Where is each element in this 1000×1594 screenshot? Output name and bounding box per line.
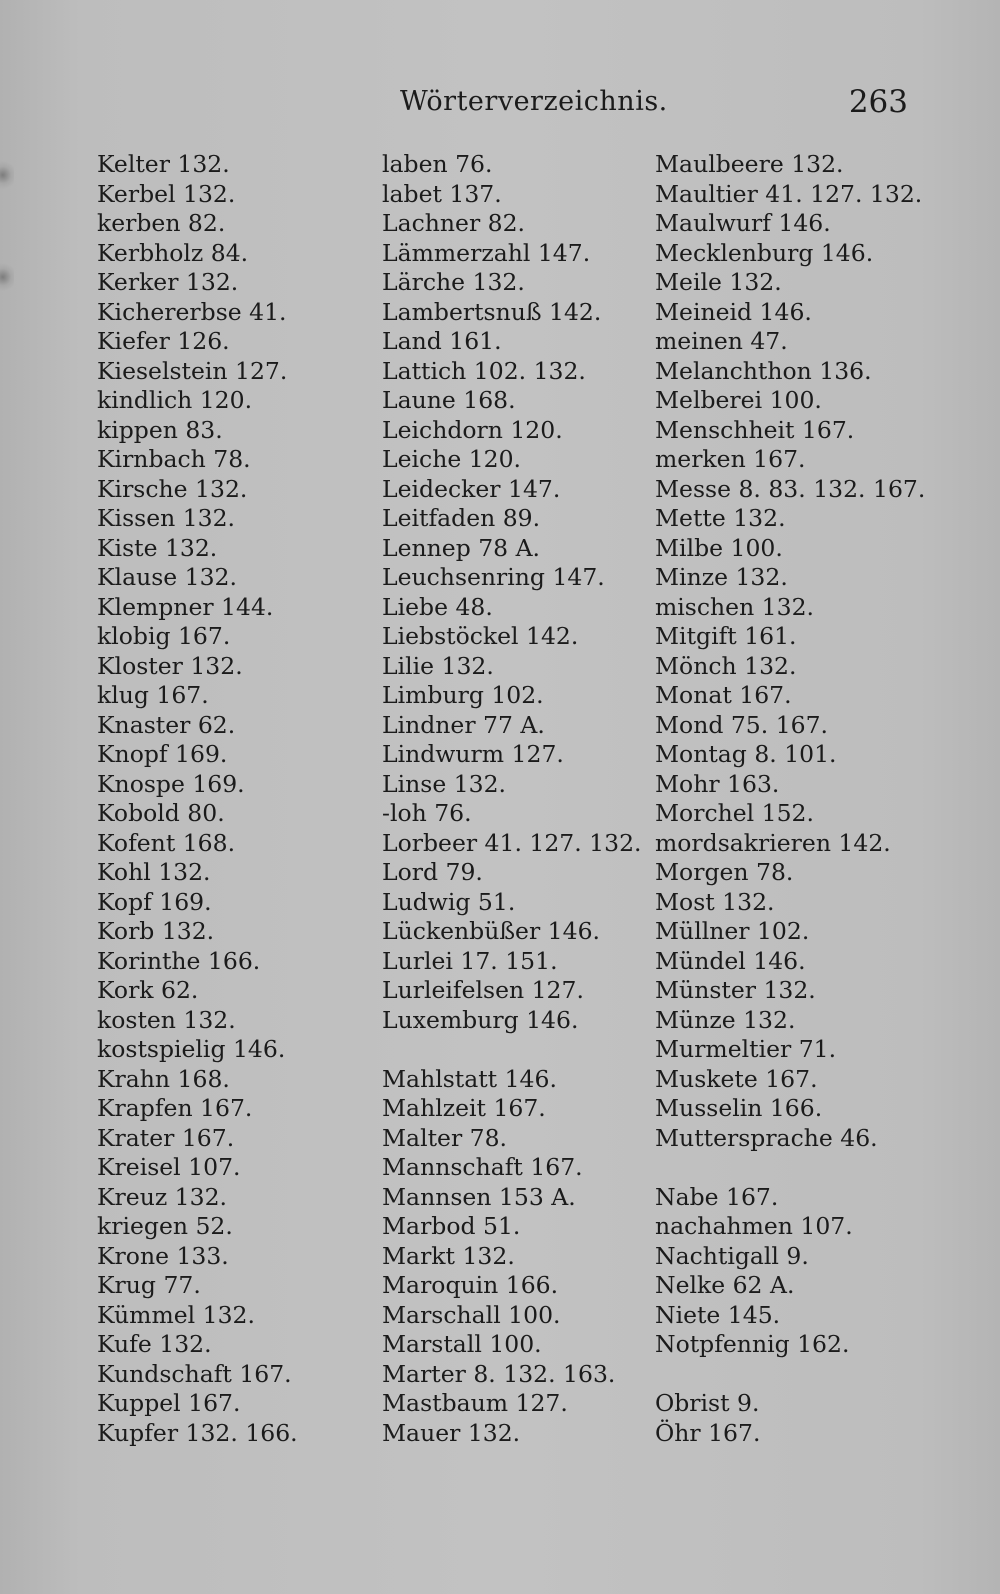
index-entry: Kieselstein 127. bbox=[97, 356, 288, 385]
index-entry: laben 76. bbox=[382, 150, 493, 178]
index-entry: Notpfennig 162. bbox=[655, 1330, 850, 1358]
margin-mark bbox=[0, 160, 14, 190]
index-entry: Kissen 132. bbox=[97, 504, 236, 532]
index-entry: kosten 132. bbox=[97, 1005, 236, 1034]
index-entry: Monat 167. bbox=[655, 681, 792, 709]
index-entry: kindlich 120. bbox=[97, 386, 253, 414]
index-entry: Kuppel 167. bbox=[97, 1389, 241, 1417]
index-entry: Lennep 78 A. bbox=[382, 533, 541, 562]
index-entry: merken 167. bbox=[655, 445, 806, 473]
index-entry: Muskete 167. bbox=[655, 1064, 818, 1093]
index-entry: Mauer 132. bbox=[382, 1418, 521, 1447]
index-entry: Leiche 120. bbox=[382, 445, 522, 473]
index-entry: Obrist 9. bbox=[655, 1389, 760, 1417]
margin-mark bbox=[0, 262, 14, 292]
index-entry: Linse 132. bbox=[382, 769, 507, 798]
index-entry: Kufe 132. bbox=[97, 1330, 212, 1358]
index-entry: Maroquin 166. bbox=[382, 1271, 559, 1299]
index-entry: Mannschaft 167. bbox=[382, 1153, 583, 1181]
index-entry: Kichererbse 41. bbox=[97, 297, 287, 326]
index-entry: Leitfaden 89. bbox=[382, 504, 541, 532]
index-entry: meinen 47. bbox=[655, 327, 788, 355]
index-entry: mischen 132. bbox=[655, 592, 814, 621]
index-entry: Lindwurm 127. bbox=[382, 740, 564, 768]
index-entry: Kupfer 132. 166. bbox=[97, 1418, 298, 1447]
index-entry: Morchel 152. bbox=[655, 799, 814, 827]
index-entry: Mitgift 161. bbox=[655, 622, 797, 650]
index-entry: Marbod 51. bbox=[382, 1212, 521, 1240]
index-entry: Mette 132. bbox=[655, 504, 786, 532]
index-entry: Korinthe 166. bbox=[97, 946, 261, 975]
index-entry: Meineid 146. bbox=[655, 297, 812, 326]
section-gap bbox=[655, 1153, 925, 1183]
index-entry: Limburg 102. bbox=[382, 681, 544, 709]
index-entry: Kerbel 132. bbox=[97, 179, 236, 208]
index-entry: Mündel 146. bbox=[655, 946, 806, 975]
index-entry: Luxemburg 146. bbox=[382, 1005, 579, 1034]
index-entry: Lachner 82. bbox=[382, 209, 526, 237]
index-entry: Marschall 100. bbox=[382, 1300, 561, 1329]
index-entry: Maultier 41. 127. 132. bbox=[655, 179, 923, 208]
index-entry: klobig 167. bbox=[97, 622, 231, 650]
index-entry: Knospe 169. bbox=[97, 769, 245, 798]
index-entry: Maulbeere 132. bbox=[655, 150, 844, 178]
index-entry: Muttersprache 46. bbox=[655, 1123, 878, 1152]
index-entry: Leidecker 147. bbox=[382, 474, 561, 503]
index-entry: Lärche 132. bbox=[382, 268, 525, 296]
index-entry: Mahlzeit 167. bbox=[382, 1094, 546, 1122]
index-entry: Mohr 163. bbox=[655, 769, 780, 798]
index-entry: Laune 168. bbox=[382, 386, 516, 414]
index-entry: Müllner 102. bbox=[655, 917, 810, 945]
index-entry: Kloster 132. bbox=[97, 651, 243, 680]
index-entry: Liebstöckel 142. bbox=[382, 622, 579, 650]
index-entry: Kohl 132. bbox=[97, 858, 211, 886]
index-entry: Nabe 167. bbox=[655, 1182, 779, 1211]
index-entry: labet 137. bbox=[382, 179, 502, 208]
index-entry: Korb 132. bbox=[97, 917, 215, 945]
index-entry: -loh 76. bbox=[382, 799, 472, 827]
index-entry: Öhr 167. bbox=[655, 1418, 761, 1447]
index-entry: Krug 77. bbox=[97, 1271, 201, 1299]
index-entry: Minze 132. bbox=[655, 563, 788, 591]
index-entry: Kofent 168. bbox=[97, 828, 236, 857]
running-header: Wörterverzeichnis. bbox=[400, 86, 668, 117]
index-entry: Lord 79. bbox=[382, 858, 483, 886]
index-column-3 bbox=[655, 150, 925, 1448]
index-entry: Niete 145. bbox=[655, 1300, 781, 1329]
index-entry: Kopf 169. bbox=[97, 887, 212, 916]
index-column-1 bbox=[97, 150, 298, 1448]
section-gap bbox=[655, 1360, 925, 1390]
index-entry: Lämmerzahl 147. bbox=[382, 238, 591, 267]
index-entry: Krahn 168. bbox=[97, 1064, 230, 1093]
index-entry: Lattich 102. 132. bbox=[382, 356, 586, 385]
index-entry: Kreisel 107. bbox=[97, 1153, 241, 1181]
index-entry: Kobold 80. bbox=[97, 799, 225, 827]
index-entry: Most 132. bbox=[655, 887, 775, 916]
index-entry: Murmeltier 71. bbox=[655, 1035, 837, 1063]
index-entry: mordsakrieren 142. bbox=[655, 828, 891, 857]
index-entry: Münster 132. bbox=[655, 976, 816, 1004]
index-entry: Messe 8. 83. 132. 167. bbox=[655, 474, 926, 503]
index-entry: Mahlstatt 146. bbox=[382, 1064, 557, 1093]
index-entry: Kiste 132. bbox=[97, 533, 218, 562]
index-entry: Kerbholz 84. bbox=[97, 238, 249, 267]
index-entry: Kundschaft 167. bbox=[97, 1359, 292, 1388]
index-entry: Meile 132. bbox=[655, 268, 782, 296]
index-entry: kostspielig 146. bbox=[97, 1035, 286, 1063]
index-entry: Kerker 132. bbox=[97, 268, 239, 296]
index-entry: Lurlei 17. 151. bbox=[382, 946, 558, 975]
index-entry: Kirsche 132. bbox=[97, 474, 248, 503]
index-entry: nachahmen 107. bbox=[655, 1212, 853, 1240]
index-entry: Milbe 100. bbox=[655, 533, 783, 562]
index-entry: Leuchsenring 147. bbox=[382, 563, 605, 591]
index-entry: Klempner 144. bbox=[97, 592, 274, 621]
index-entry: Klause 132. bbox=[97, 563, 237, 591]
index-entry: Leichdorn 120. bbox=[382, 415, 563, 444]
index-entry: Melanchthon 136. bbox=[655, 356, 872, 385]
index-entry: Mond 75. 167. bbox=[655, 710, 829, 739]
index-entry: Nelke 62 A. bbox=[655, 1271, 795, 1299]
index-entry: Knopf 169. bbox=[97, 740, 228, 768]
index-entry: Musselin 166. bbox=[655, 1094, 823, 1122]
index-entry: Maulwurf 146. bbox=[655, 209, 831, 237]
index-entry: Kreuz 132. bbox=[97, 1182, 228, 1211]
index-entry: Kümmel 132. bbox=[97, 1300, 255, 1329]
index-entry: klug 167. bbox=[97, 681, 209, 709]
index-entry: Krater 167. bbox=[97, 1123, 235, 1152]
index-entry: Lindner 77 A. bbox=[382, 710, 545, 739]
index-entry: Münze 132. bbox=[655, 1005, 796, 1034]
index-entry: Nachtigall 9. bbox=[655, 1241, 809, 1270]
index-entry: Melberei 100. bbox=[655, 386, 822, 414]
section-gap bbox=[382, 1035, 642, 1065]
index-column-2 bbox=[382, 150, 642, 1448]
index-entry: Kirnbach 78. bbox=[97, 445, 251, 473]
index-entry: Lurleifelsen 127. bbox=[382, 976, 584, 1004]
index-entry: Marstall 100. bbox=[382, 1330, 542, 1358]
index-entry: Krone 133. bbox=[97, 1241, 229, 1270]
index-entry: Kiefer 126. bbox=[97, 327, 230, 355]
index-entry: kerben 82. bbox=[97, 209, 226, 237]
index-entry: Morgen 78. bbox=[655, 858, 794, 886]
index-entry: kippen 83. bbox=[97, 415, 223, 444]
index-entry: kriegen 52. bbox=[97, 1212, 233, 1240]
index-entry: Markt 132. bbox=[382, 1241, 515, 1270]
page-number: 263 bbox=[848, 84, 908, 120]
index-entry: Mannsen 153 A. bbox=[382, 1182, 576, 1211]
index-entry: Kork 62. bbox=[97, 976, 199, 1004]
index-entry: Land 161. bbox=[382, 327, 502, 355]
index-entry: Menschheit 167. bbox=[655, 415, 855, 444]
index-entry: Mecklenburg 146. bbox=[655, 238, 874, 267]
index-entry: Lilie 132. bbox=[382, 651, 494, 680]
index-entry: Malter 78. bbox=[382, 1123, 508, 1152]
index-entry: Mönch 132. bbox=[655, 651, 797, 680]
index-entry: Marter 8. 132. 163. bbox=[382, 1359, 616, 1388]
index-entry: Mastbaum 127. bbox=[382, 1389, 568, 1417]
index-entry: Knaster 62. bbox=[97, 710, 236, 739]
index-entry: Liebe 48. bbox=[382, 592, 493, 621]
index-entry: Lorbeer 41. 127. 132. bbox=[382, 828, 642, 857]
index-entry: Kelter 132. bbox=[97, 150, 230, 178]
index-entry: Montag 8. 101. bbox=[655, 740, 837, 768]
index-entry: Lückenbüßer 146. bbox=[382, 917, 600, 945]
index-entry: Lambertsnuß 142. bbox=[382, 297, 602, 326]
index-entry: Krapfen 167. bbox=[97, 1094, 253, 1122]
index-entry: Ludwig 51. bbox=[382, 887, 516, 916]
